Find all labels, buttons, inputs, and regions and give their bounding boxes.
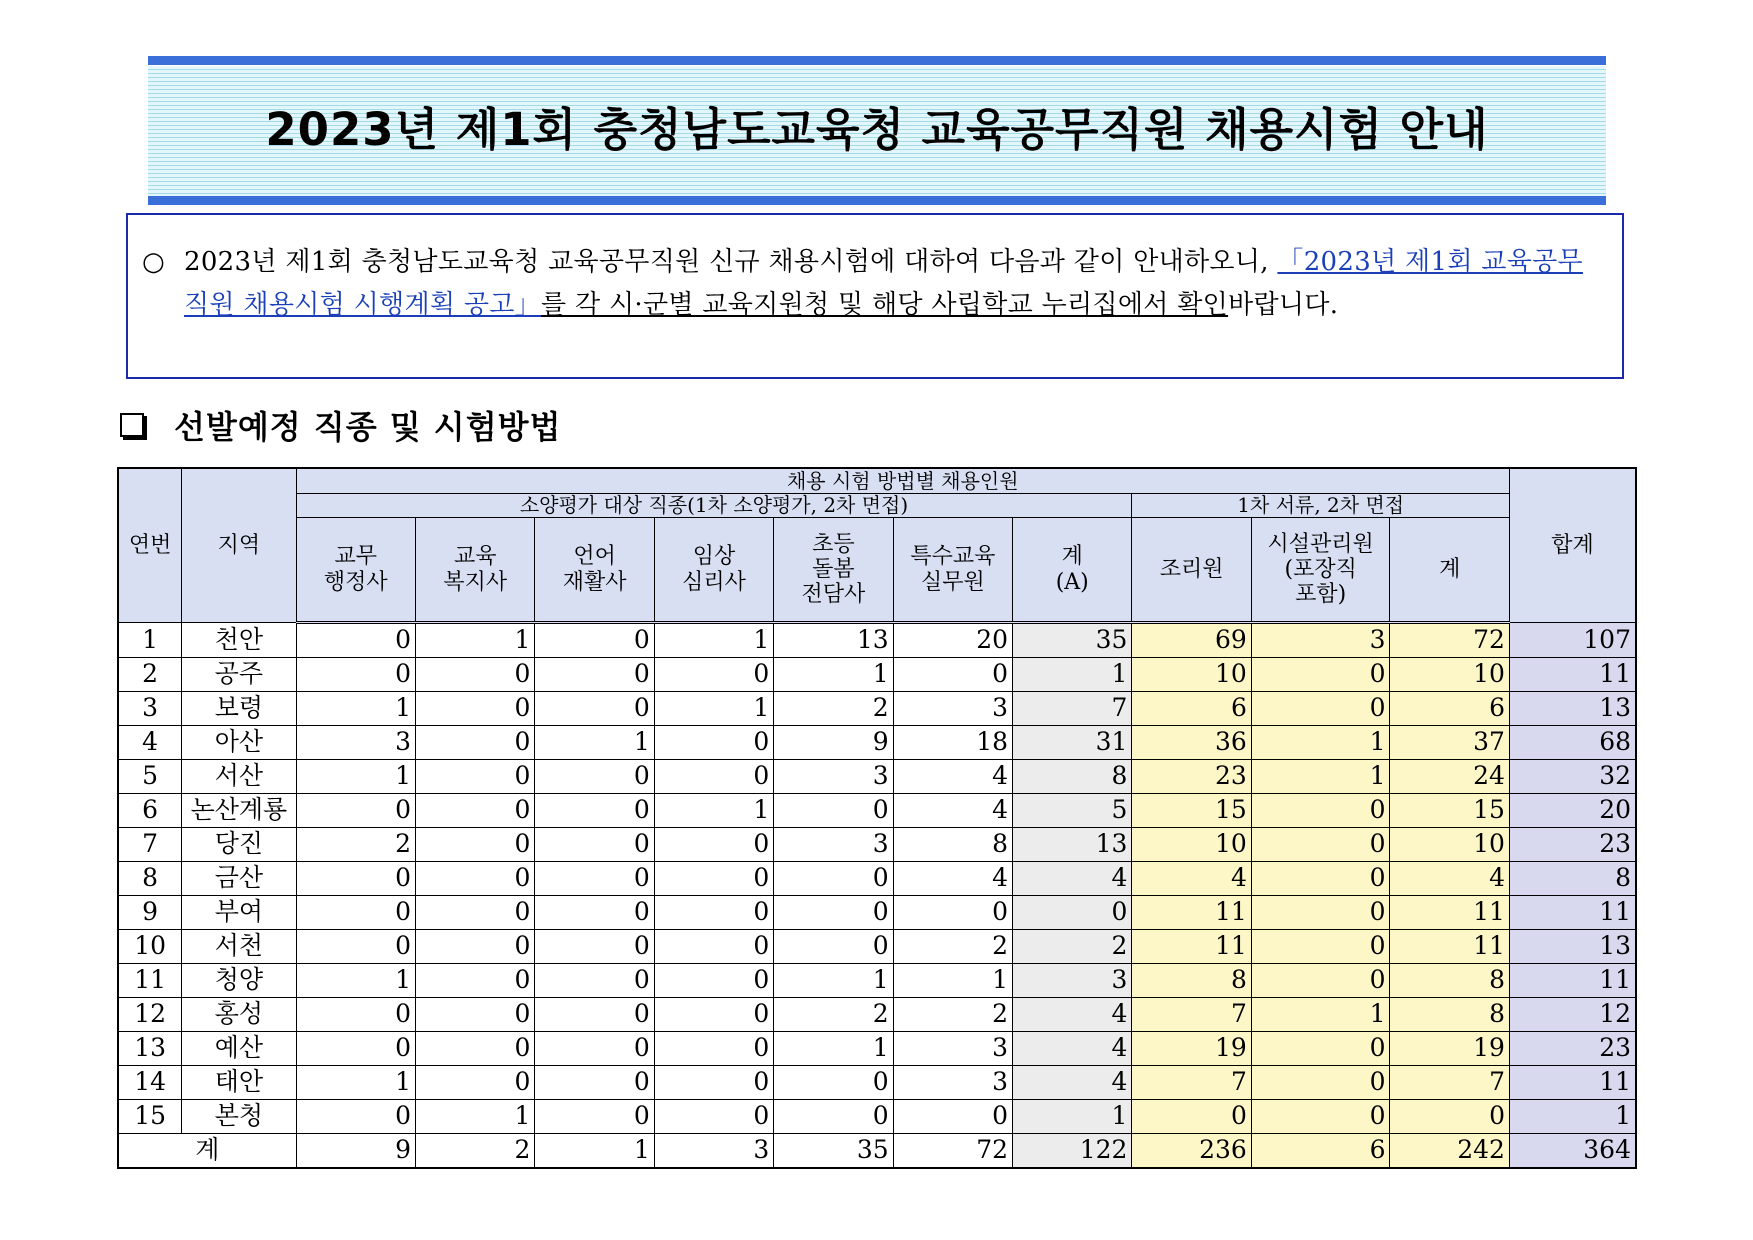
cell-value: 0 [535, 930, 654, 964]
cell-value: 32 [1509, 760, 1636, 794]
cell-value: 11 [1509, 658, 1636, 692]
cell-value: 20 [893, 623, 1012, 658]
section-title: 선발예정 직종 및 시험방법 [174, 408, 562, 446]
cell-value: 13 [1509, 692, 1636, 726]
cell-value: 3 [296, 726, 415, 760]
cell-value: 0 [1251, 1100, 1390, 1134]
section-heading [120, 400, 561, 450]
total-cell: 242 [1390, 1134, 1510, 1169]
cell-value: 68 [1509, 726, 1636, 760]
cell-value: 0 [1251, 828, 1390, 862]
cell-region: 예산 [182, 1032, 296, 1066]
cell-value: 0 [416, 794, 535, 828]
cell-value: 0 [416, 930, 535, 964]
cell-value: 0 [654, 760, 773, 794]
cell-value: 0 [654, 828, 773, 862]
notice-bullet: ○ [142, 247, 165, 277]
cell-value: 11 [1509, 896, 1636, 930]
cell-region: 천안 [182, 623, 296, 658]
cell-value: 11 [1509, 964, 1636, 998]
cell-value: 107 [1509, 623, 1636, 658]
cell-value: 0 [535, 1032, 654, 1066]
cell-value: 0 [1251, 964, 1390, 998]
table-row [118, 726, 1636, 760]
cell-value: 0 [1251, 896, 1390, 930]
cell-region: 논산계룡 [182, 794, 296, 828]
table-row [118, 828, 1636, 862]
cell-value: 0 [654, 998, 773, 1032]
header-region: 지역 [182, 468, 296, 623]
cell-value: 0 [654, 658, 773, 692]
cell-value: 4 [1390, 862, 1510, 896]
cell-value: 0 [296, 998, 415, 1032]
cell-no: 2 [118, 658, 182, 692]
cell-value: 1 [296, 760, 415, 794]
recruitment-table [117, 467, 1637, 1169]
cell-value: 31 [1013, 726, 1132, 760]
cell-value: 0 [416, 1066, 535, 1100]
cell-value: 0 [654, 726, 773, 760]
cell-value: 15 [1390, 794, 1510, 828]
total-cell: 35 [774, 1134, 893, 1169]
cell-value: 0 [654, 862, 773, 896]
cell-region: 본청 [182, 1100, 296, 1134]
cell-value: 2 [893, 998, 1012, 1032]
title-bar-bottom [148, 196, 1606, 205]
cell-value: 0 [416, 692, 535, 726]
cell-value: 3 [774, 828, 893, 862]
cell-region: 당진 [182, 828, 296, 862]
cell-value: 1 [654, 692, 773, 726]
cell-no: 15 [118, 1100, 182, 1134]
cell-value: 11 [1509, 1066, 1636, 1100]
cell-value: 0 [535, 964, 654, 998]
cell-value: 24 [1390, 760, 1510, 794]
cell-value: 0 [1251, 692, 1390, 726]
cell-value: 0 [1132, 1100, 1251, 1134]
cell-value: 0 [296, 930, 415, 964]
total-cell: 3 [654, 1134, 773, 1169]
total-cell: 236 [1132, 1134, 1251, 1169]
cell-value: 0 [654, 964, 773, 998]
cell-value: 0 [774, 930, 893, 964]
header-col-sum-b: 계 [1390, 518, 1510, 623]
cell-value: 6 [1390, 692, 1510, 726]
cell-value: 8 [1390, 964, 1510, 998]
cell-value: 0 [535, 1100, 654, 1134]
cell-value: 0 [296, 1032, 415, 1066]
total-cell: 122 [1013, 1134, 1132, 1169]
cell-region: 청양 [182, 964, 296, 998]
cell-no: 11 [118, 964, 182, 998]
cell-value: 0 [1251, 930, 1390, 964]
cell-value: 4 [1013, 1066, 1132, 1100]
header-no: 연번 [118, 468, 182, 623]
cell-value: 7 [1132, 1066, 1251, 1100]
cell-value: 0 [535, 760, 654, 794]
cell-value: 0 [535, 862, 654, 896]
notice-content [142, 241, 1604, 327]
cell-value: 8 [1013, 760, 1132, 794]
cell-value: 0 [296, 658, 415, 692]
total-label: 계 [118, 1134, 296, 1169]
cell-value: 0 [416, 1032, 535, 1066]
cell-value: 1 [654, 794, 773, 828]
cell-value: 4 [1013, 998, 1132, 1032]
cell-value: 0 [535, 998, 654, 1032]
cell-value: 1 [296, 692, 415, 726]
cell-value: 8 [1509, 862, 1636, 896]
total-cell: 2 [416, 1134, 535, 1169]
header-col-sum-a: 계 (A) [1013, 518, 1132, 623]
cell-value: 1 [1509, 1100, 1636, 1134]
cell-value: 13 [774, 623, 893, 658]
cell-value: 0 [416, 964, 535, 998]
cell-value: 2 [1013, 930, 1132, 964]
cell-no: 10 [118, 930, 182, 964]
table-row [118, 1032, 1636, 1066]
cell-no: 9 [118, 896, 182, 930]
cell-value: 1 [774, 658, 893, 692]
cell-value: 7 [1132, 998, 1251, 1032]
cell-value: 3 [1013, 964, 1132, 998]
cell-value: 1 [296, 1066, 415, 1100]
cell-value: 1 [1013, 1100, 1132, 1134]
table-row [118, 896, 1636, 930]
cell-value: 0 [535, 1066, 654, 1100]
cell-no: 3 [118, 692, 182, 726]
cell-region: 보령 [182, 692, 296, 726]
cell-value: 9 [774, 726, 893, 760]
cell-value: 0 [296, 862, 415, 896]
table-total-row [118, 1134, 1636, 1169]
cell-value: 0 [535, 692, 654, 726]
cell-region: 아산 [182, 726, 296, 760]
total-cell: 6 [1251, 1134, 1390, 1169]
notice-text-middle: 를 각 시·군별 교육지원청 및 해당 사립학교 누리집에서 확인 [541, 290, 1229, 320]
cell-value: 0 [654, 1066, 773, 1100]
cell-value: 23 [1509, 1032, 1636, 1066]
cell-value: 69 [1132, 623, 1251, 658]
cell-value: 0 [1390, 1100, 1510, 1134]
cell-value: 7 [1013, 692, 1132, 726]
cell-value: 10 [1390, 828, 1510, 862]
cell-value: 1 [1251, 726, 1390, 760]
cell-value: 0 [296, 1100, 415, 1134]
cell-value: 10 [1132, 658, 1251, 692]
cell-region: 서천 [182, 930, 296, 964]
cell-value: 0 [1251, 794, 1390, 828]
cell-value: 1 [1251, 998, 1390, 1032]
cell-value: 3 [774, 760, 893, 794]
cell-value: 1 [1251, 760, 1390, 794]
cell-no: 5 [118, 760, 182, 794]
cell-value: 23 [1132, 760, 1251, 794]
cell-value: 13 [1013, 828, 1132, 862]
cell-value: 8 [1390, 998, 1510, 1032]
cell-value: 3 [893, 1066, 1012, 1100]
page-title: 2023년 제1회 충청남도교육청 교육공무직원 채용시험 안내 [265, 103, 1489, 156]
cell-no: 4 [118, 726, 182, 760]
header-total: 합계 [1509, 468, 1636, 623]
cell-value: 10 [1390, 658, 1510, 692]
cell-value: 0 [893, 1100, 1012, 1134]
table-body [118, 623, 1636, 1169]
total-cell: 72 [893, 1134, 1012, 1169]
cell-no: 12 [118, 998, 182, 1032]
cell-value: 18 [893, 726, 1012, 760]
cell-value: 19 [1390, 1032, 1510, 1066]
cell-value: 0 [535, 896, 654, 930]
cell-value: 8 [1132, 964, 1251, 998]
cell-value: 4 [1013, 1032, 1132, 1066]
cell-no: 6 [118, 794, 182, 828]
cell-value: 1 [535, 726, 654, 760]
table-row [118, 692, 1636, 726]
cell-region: 공주 [182, 658, 296, 692]
cell-value: 0 [654, 896, 773, 930]
table-row [118, 1066, 1636, 1100]
header-col-admin: 교무 행정사 [296, 518, 415, 623]
title-bar-top [148, 56, 1606, 65]
cell-value: 4 [893, 862, 1012, 896]
cell-value: 8 [893, 828, 1012, 862]
table-row [118, 862, 1636, 896]
cell-value: 0 [1251, 658, 1390, 692]
cell-value: 72 [1390, 623, 1510, 658]
cell-value: 11 [1390, 896, 1510, 930]
cell-value: 1 [416, 623, 535, 658]
cell-value: 1 [296, 964, 415, 998]
notice-box [126, 213, 1624, 379]
header-col-special: 특수교육 실무원 [893, 518, 1012, 623]
header-col-facility: 시설관리원 (포장직 포함) [1251, 518, 1390, 623]
header-col-speech: 언어 재활사 [535, 518, 654, 623]
cell-value: 1 [893, 964, 1012, 998]
cell-region: 부여 [182, 896, 296, 930]
cell-value: 0 [654, 930, 773, 964]
cell-value: 0 [893, 658, 1012, 692]
cell-no: 8 [118, 862, 182, 896]
total-cell: 9 [296, 1134, 415, 1169]
cell-region: 홍성 [182, 998, 296, 1032]
header-col-care: 초등 돌봄 전담사 [774, 518, 893, 623]
cell-no: 13 [118, 1032, 182, 1066]
total-cell: 364 [1509, 1134, 1636, 1169]
cell-value: 0 [296, 623, 415, 658]
cell-region: 태안 [182, 1066, 296, 1100]
header-col-clinical: 임상 심리사 [654, 518, 773, 623]
header-group-b: 1차 서류, 2차 면접 [1132, 494, 1510, 518]
table-row [118, 998, 1636, 1032]
cell-value: 0 [535, 658, 654, 692]
cell-value: 2 [296, 828, 415, 862]
cell-value: 3 [893, 692, 1012, 726]
cell-value: 0 [774, 1066, 893, 1100]
cell-value: 4 [893, 760, 1012, 794]
cell-value: 0 [535, 828, 654, 862]
header-col-cook: 조리원 [1132, 518, 1251, 623]
header-group-top: 채용 시험 방법별 채용인원 [296, 468, 1509, 494]
cell-region: 금산 [182, 862, 296, 896]
cell-value: 2 [774, 998, 893, 1032]
cell-value: 0 [535, 794, 654, 828]
cell-value: 5 [1013, 794, 1132, 828]
notice-text-after: 바랍니다. [1228, 290, 1339, 320]
table-row [118, 930, 1636, 964]
total-cell: 1 [535, 1134, 654, 1169]
cell-value: 7 [1390, 1066, 1510, 1100]
cell-value: 36 [1132, 726, 1251, 760]
cell-value: 23 [1509, 828, 1636, 862]
cell-value: 11 [1390, 930, 1510, 964]
cell-value: 0 [416, 726, 535, 760]
table-row [118, 1100, 1636, 1134]
cell-value: 0 [654, 1100, 773, 1134]
cell-no: 7 [118, 828, 182, 862]
cell-value: 4 [893, 794, 1012, 828]
cell-value: 0 [296, 896, 415, 930]
cell-value: 4 [1132, 862, 1251, 896]
notice-text-before: 2023년 제1회 충청남도교육청 교육공무직원 신규 채용시험에 대하여 다음과 같이 안내하오니, [184, 247, 1278, 277]
cell-value: 0 [535, 623, 654, 658]
table-row [118, 964, 1636, 998]
table-row [118, 760, 1636, 794]
cell-value: 0 [1013, 896, 1132, 930]
cell-value: 11 [1132, 896, 1251, 930]
cell-value: 3 [1251, 623, 1390, 658]
table-row [118, 658, 1636, 692]
notice-announcement-link[interactable]: 「2023년 제1회 교육공무직원 채용시험 시행계획 공고」 [184, 247, 1583, 320]
cell-value: 15 [1132, 794, 1251, 828]
cell-value: 0 [1251, 862, 1390, 896]
cell-value: 4 [1013, 862, 1132, 896]
cell-value: 3 [893, 1032, 1012, 1066]
cell-value: 20 [1509, 794, 1636, 828]
cell-value: 0 [416, 828, 535, 862]
cell-value: 0 [774, 1100, 893, 1134]
cell-value: 0 [416, 896, 535, 930]
cell-value: 2 [893, 930, 1012, 964]
cell-no: 1 [118, 623, 182, 658]
cell-value: 0 [1251, 1066, 1390, 1100]
cell-value: 0 [416, 658, 535, 692]
cell-value: 0 [774, 794, 893, 828]
cell-value: 0 [416, 998, 535, 1032]
cell-value: 0 [774, 862, 893, 896]
cell-value: 35 [1013, 623, 1132, 658]
table-row [118, 623, 1636, 658]
cell-value: 0 [296, 794, 415, 828]
cell-value: 0 [774, 896, 893, 930]
cell-region: 서산 [182, 760, 296, 794]
cell-value: 19 [1132, 1032, 1251, 1066]
cell-value: 0 [1251, 1032, 1390, 1066]
cell-value: 0 [416, 760, 535, 794]
cell-value: 1 [774, 1032, 893, 1066]
cell-value: 1 [1013, 658, 1132, 692]
notice-text [184, 241, 1604, 327]
table-row [118, 794, 1636, 828]
cell-value: 13 [1509, 930, 1636, 964]
header-col-welfare: 교육 복지사 [416, 518, 535, 623]
cell-no: 14 [118, 1066, 182, 1100]
cell-value: 1 [654, 623, 773, 658]
checkbox-bullet-icon [120, 413, 144, 437]
cell-value: 37 [1390, 726, 1510, 760]
cell-value: 1 [416, 1100, 535, 1134]
header-group-a: 소양평가 대상 직종(1차 소양평가, 2차 면접) [296, 494, 1132, 518]
cell-value: 12 [1509, 998, 1636, 1032]
cell-value: 6 [1132, 692, 1251, 726]
cell-value: 11 [1132, 930, 1251, 964]
cell-value: 0 [893, 896, 1012, 930]
cell-value: 0 [416, 862, 535, 896]
cell-value: 2 [774, 692, 893, 726]
cell-value: 10 [1132, 828, 1251, 862]
cell-value: 1 [774, 964, 893, 998]
cell-value: 0 [654, 1032, 773, 1066]
